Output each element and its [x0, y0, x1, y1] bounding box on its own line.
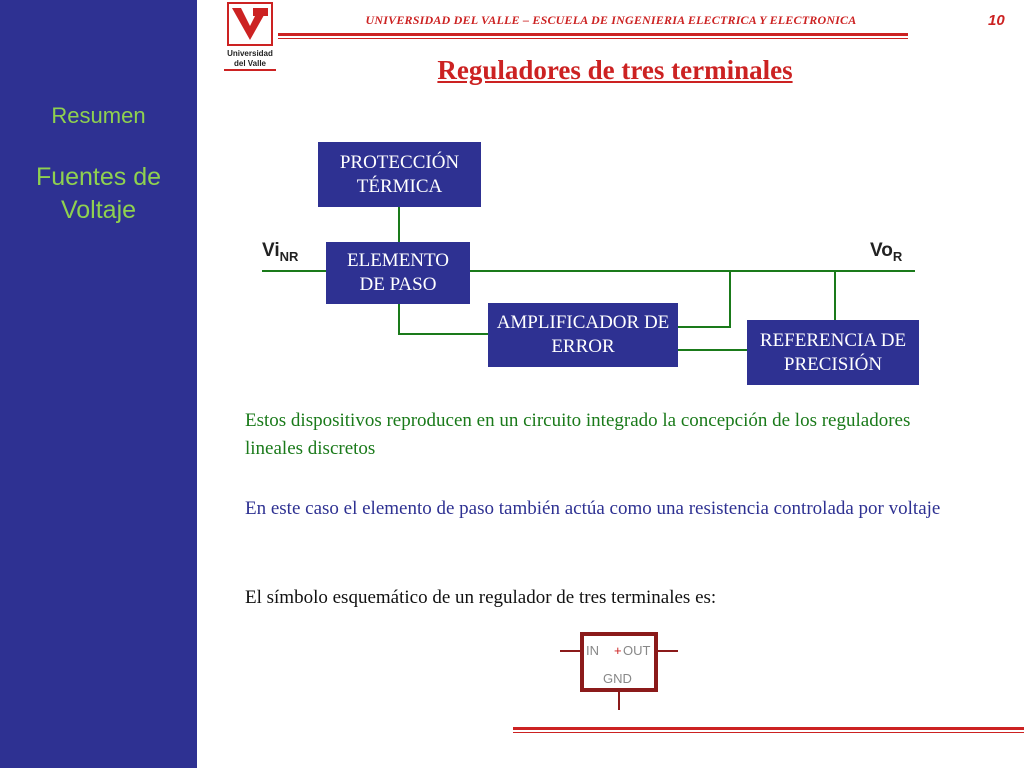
paragraph-symbol-intro: El símbolo esquemático de un regulador de tres terminales es: — [245, 587, 717, 608]
wire-pass-to-amp — [398, 333, 488, 335]
university-logo — [224, 2, 276, 72]
symbol-ground-lead — [618, 692, 620, 710]
wire-amp-top — [678, 326, 731, 328]
block-error-amplifier — [488, 303, 678, 367]
symbol-gnd-label: GND — [603, 671, 632, 686]
header-rule — [278, 33, 908, 36]
symbol-output-lead — [658, 650, 678, 652]
block-pass-label: ELEMENTO DE PASO — [346, 250, 450, 295]
wire-main-to-amp-vert — [729, 271, 731, 327]
logo-shield-icon — [227, 2, 273, 46]
wire-thermal-to-pass — [398, 206, 400, 242]
input-terminal-text: Vi — [262, 240, 280, 261]
logo-text-line2: del Valle — [224, 59, 276, 71]
paragraph-pass-element: En este caso el elemento de paso también actúa como una resistencia controlada por voltaje — [245, 498, 941, 519]
university-header: UNIVERSIDAD DEL VALLE – ESCUELA DE INGENIERIA ELECTRICA Y ELECTRONICA — [365, 13, 857, 27]
sidebar-section-label[interactable]: Resumen — [51, 103, 146, 128]
output-terminal-label — [870, 240, 902, 264]
symbol-plus-label: + — [614, 643, 622, 658]
block-thermal-label: PROTECCIÓN TÉRMICA — [339, 151, 460, 197]
logo-text-line1: Universidad — [227, 49, 273, 58]
input-terminal-label — [262, 240, 298, 264]
paragraph-integrated-circuit: Estos dispositivos reproducen en un circuito integrado la concepción de los reguladores lineales discretos — [245, 410, 911, 459]
logo-v-icon — [229, 4, 271, 44]
footer-rule-thin — [513, 732, 1024, 733]
output-terminal-text: Vo — [870, 240, 893, 261]
wire-main-to-ref-vert — [834, 271, 836, 321]
wire-pass-down — [398, 300, 400, 334]
block-precision-reference — [747, 320, 919, 385]
symbol-in-label: IN — [586, 643, 599, 658]
output-terminal-subscript: R — [892, 248, 903, 264]
input-terminal-subscript: NR — [279, 248, 299, 264]
header-rule-thin — [278, 38, 908, 39]
sidebar-topic-text: Fuentes de Voltaje — [35, 163, 162, 224]
block-thermal-protection — [318, 142, 481, 207]
sidebar — [0, 0, 197, 768]
block-pass-element — [326, 242, 470, 304]
page-number: 10 — [988, 12, 1005, 29]
symbol-out-label: OUT — [623, 643, 651, 658]
footer-rule — [513, 727, 1024, 730]
sidebar-topic-label[interactable] — [0, 161, 197, 227]
block-amp-label: AMPLIFICADOR DE ERROR — [496, 312, 670, 357]
symbol-input-lead — [560, 650, 580, 652]
block-ref-label: REFERENCIA DE PRECISIÓN — [759, 329, 907, 375]
wire-amp-to-ref — [678, 349, 748, 351]
regulator-schematic-symbol — [560, 630, 680, 712]
slide-title: Reguladores de tres terminales — [437, 55, 793, 85]
